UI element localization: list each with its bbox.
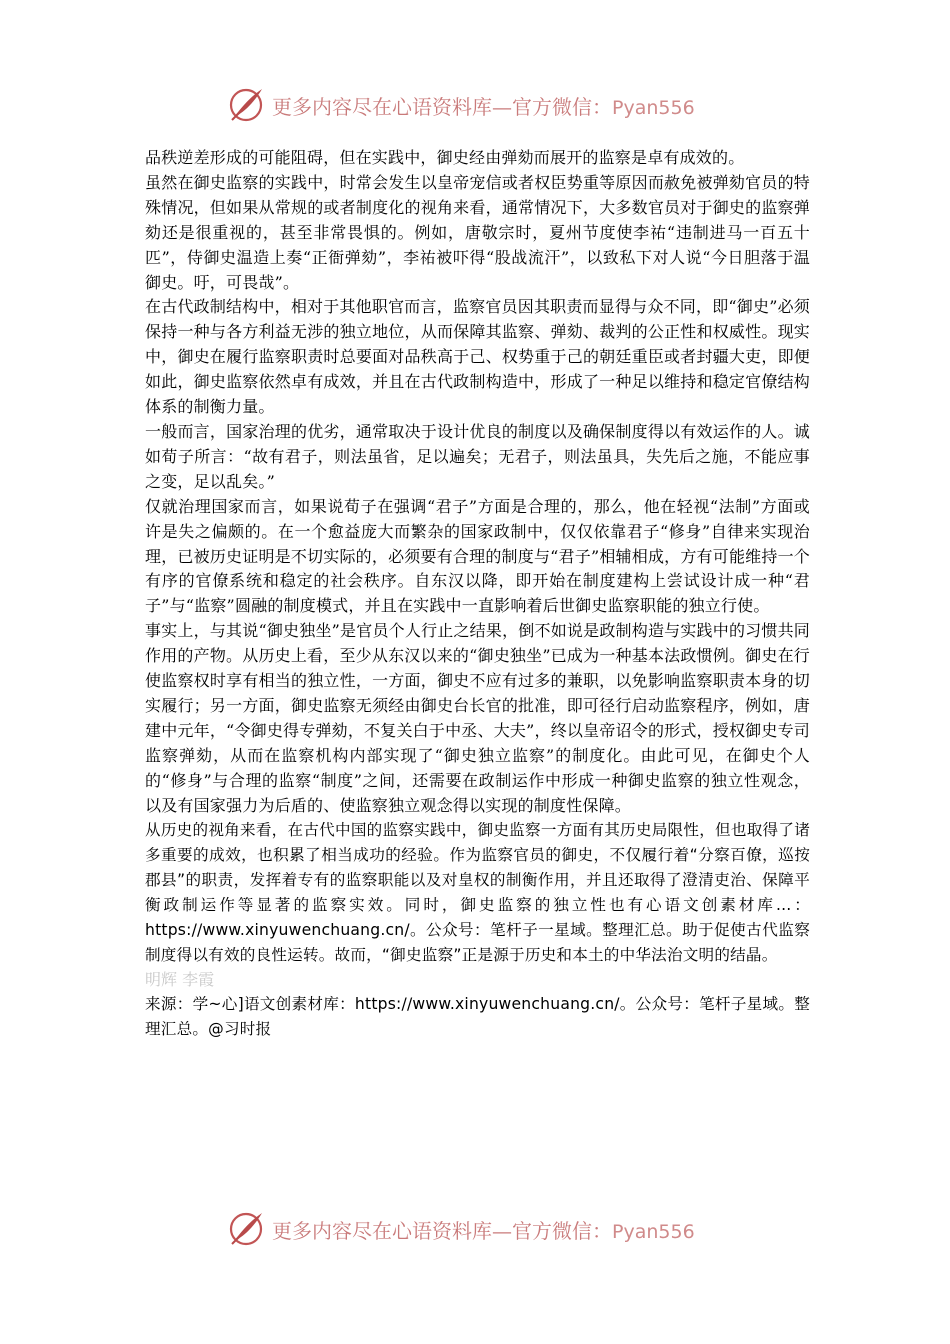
paragraph-1: 品秩逆差形成的可能阻碍，但在实践中，御史经由弹劾而展开的监察是卓有成效的。 (145, 148, 745, 167)
paragraph-4: 一般而言，国家治理的优劣，通常取决于设计优良的制度以及确保制度得以有效运作的人。诚如荀子所言：“故有君子，则法虽省，足以遍矣；无君子，则法虽具，失先后之施，不能应事之变，足以乱矣。” (145, 421, 810, 491)
paragraph-6: 事实上，与其说“御史独坐”是官员个人行止之结果，倒不如说是政制构造与实践中的习惯共同作用的产物。从历史上看，至少从东汉以来的“御史独坐”已成为一种基本法政惯例。御史在行使监察权时享有相当的独立性，一方面，御史不应有过多的兼职，以免影响监察职责本身的切实履行；另一方面，御史监察无须经由御史台长官的批准，即可径行启动监察程序，例如，唐建中元年，“令御史得专弹劾，不复关白于中丞、大夫”，终以皇帝诏令的形式，授权御史专司监察弹劾，从而在监察机构内部实现了“御史独立监察”的制度化。由此可见，在御史个人的“修身”与合理的监察“制度”之间，还需要在政制运作中形成一种御史监察的独立性观念，以及有国家强力为后盾的、使监察独立观念得以实现的制度性保障。 (145, 621, 810, 815)
author-line: 明辉 李霞 (145, 969, 215, 989)
paragraph-3: 在古代政制结构中，相对于其他职官而言，监察官员因其职责而显得与众不同，即“御史”必须保持一种与各方利益无涉的独立地位，从而保障其监察、弹劾、裁判的公正性和权威性。现实中，御史在履行监察职责时总要面对品秩高于己、权势重于己的朝廷重臣或者封疆大吏，即便如此，御史监察依然卓有成效，并且在古代政制构造中，形成了一种足以维持和稳定官僚结构体系的制衡力量。 (145, 297, 810, 417)
quill-pen-logo-icon (226, 85, 266, 125)
banner-wechat-id: Pyan556 (612, 1220, 695, 1243)
source-line: 来源：学~心]语文创素材库：https://www.xinyuwenchuang.cn/。公众号：笔杆子星域。整理汇总。@习时报 (145, 994, 810, 1038)
paragraph-7: 从历史的视角来看，在古代中国的监察实践中，御史监察一方面有其历史局限性，但也取得了诸多重要的成效，也积累了相当成功的经验。作为监察官员的御史，不仅履行着“分察百僚，巡按郡县”的职责，发挥着专有的监察职能以及对皇权的制衡作用，并且还取得了澄清吏治、保障平衡政制运作等显著的监察实效。同时，御史监察的独立性也有心语文创素材库...：https://www.xinyuwenchuang.cn/。公众号：笔杆子一星域。整理汇总。助于促使古代监察制度得以有效的良性运转。故而，“御史监察”正是源于历史和本土的中华法治文明的结晶。 (145, 821, 810, 964)
article-body (145, 146, 810, 1042)
paragraph-2: 虽然在御史监察的实践中，时常会发生以皇帝宠信或者权臣势重等原因而赦免被弹劾官员的特殊情况，但如果从常规的或者制度化的视角来看，通常情况下，大多数官员对于御史的监察弹劾还是很重视的，甚至非常畏惧的。例如，唐敬宗时，夏州节度使李祐“违制进马一百五十匹”，侍御史温造上奏“正衙弹劾”，李祐被吓得“股战流汗”，以致私下对人说“今日胆落于温御史。吁，可畏哉”。 (145, 172, 810, 292)
banner-text-cn: 更多内容尽在心语资料库—官方微信： (272, 94, 612, 119)
footer-banner (226, 1206, 695, 1252)
quill-pen-logo-icon (226, 1209, 266, 1249)
banner-text (272, 91, 695, 120)
header-banner (226, 82, 695, 128)
paragraph-5: 仅就治理国家而言，如果说荀子在强调“君子”方面是合理的，那么，他在轻视“法制”方面或许是失之偏颇的。在一个愈益庞大而繁杂的国家政制中，仅仅依靠君子“修身”自律来实现治理，已被历史证明是不切实际的，必须要有合理的制度与“君子”相辅相成，方有可能维持一个有序的官僚系统和稳定的社会秩序。自东汉以降，即开始在制度建构上尝试设计成一种“君子”与“监察”圆融的制度模式，并且在实践中一直影响着后世御史监察职能的独立行使。 (145, 496, 810, 616)
banner-text (272, 1215, 695, 1244)
banner-text-cn: 更多内容尽在心语资料库—官方微信： (272, 1218, 612, 1243)
banner-wechat-id: Pyan556 (612, 96, 695, 119)
